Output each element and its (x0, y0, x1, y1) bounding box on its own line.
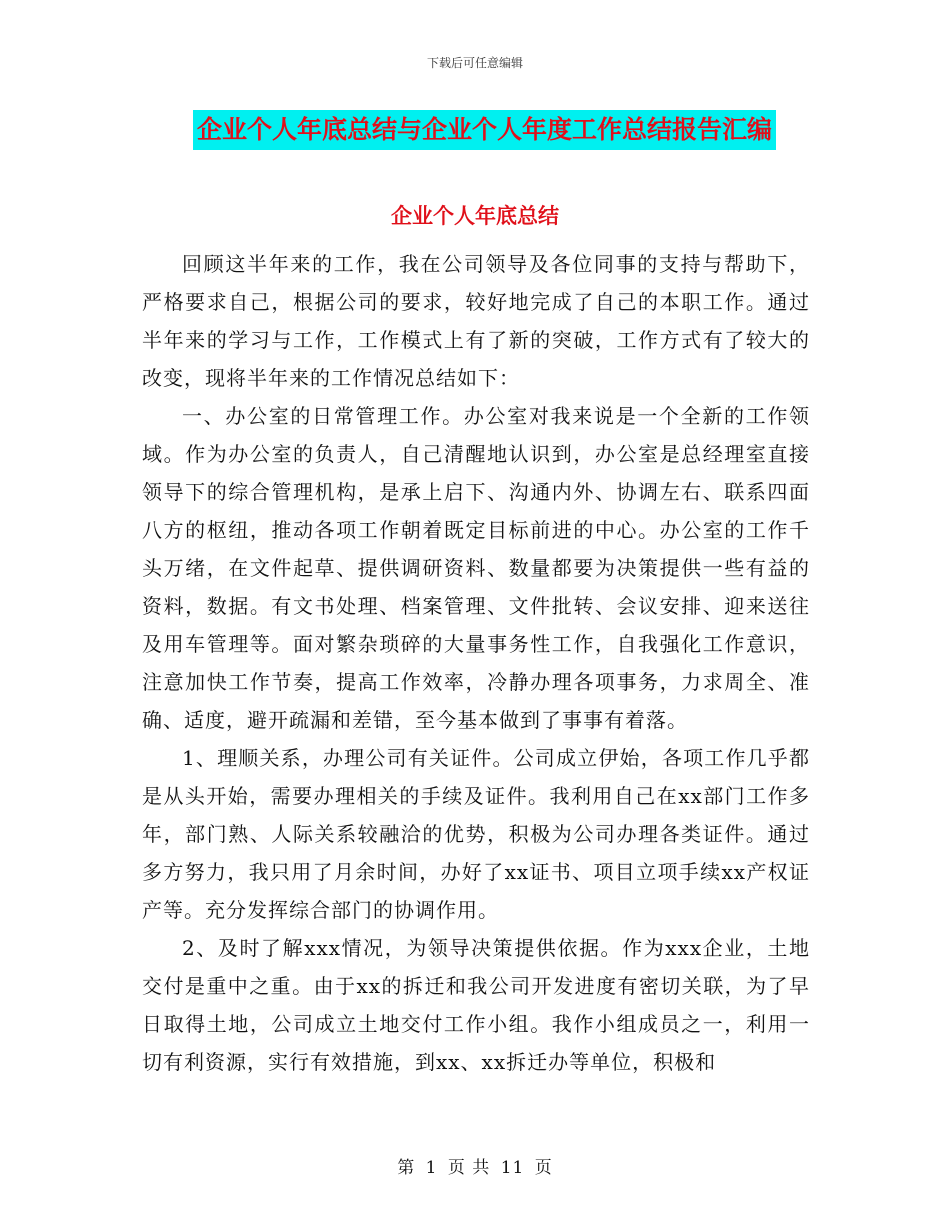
total-pages: 11 (500, 1158, 525, 1178)
page-header-note: 下载后可任意编辑 (426, 56, 523, 70)
paragraph: 2、及时了解xxx情况，为领导决策提供依据。作为xxx企业，土地交付是重中之重。由于xx的拆迁和我公司开发进度有密切关联，为了早日取得土地，公司成立土地交付工作小组。我作小组成员之一，利用一切有利资源，实行有效措施，到xx、xx拆迁办等单位，积极和 (142, 936, 810, 1074)
page-number: 1 (425, 1158, 438, 1178)
section-title: 企业个人年底总结 (391, 203, 559, 228)
paragraph: 一、办公室的日常管理工作。办公室对我来说是一个全新的工作领域。作为办公室的负责人，自己清醒地认识到，办公室是总经理室直接领导下的综合管理机构，是承上启下、沟通内外、协调左右、联系四面八方的枢纽，推动各项工作朝着既定目标前进的中心。办公室的工作千头万绪，在文件起草、提供调研资料、数量都要为决策提供一些有益的资料，数据。有文书处理、档案管理、文件批转、会议安排、迎来送往及用车管理等。面对繁杂琐碎的大量事务性工作，自我强化工作意识，注意加快工作节奏，提高工作效率，冷静办理各项事务，力求周全、准确、适度，避开疏漏和差错，至今基本做到了事事有着落。 (142, 404, 810, 732)
footer-suffix: 页 (534, 1158, 553, 1178)
document-title: 企业个人年底总结与企业个人年度工作总结报告汇编 (193, 110, 776, 150)
paragraph: 回顾这半年来的工作，我在公司领导及各位同事的支持与帮助下，严格要求自己，根据公司的要求，较好地完成了自己的本职工作。通过半年来的学习与工作，工作模式上有了新的突破，工作方式有了较大的改变，现将半年来的工作情况总结如下： (142, 252, 810, 390)
page-footer (0, 1153, 950, 1178)
footer-middle: 页 共 (447, 1158, 491, 1178)
footer-prefix: 第 (397, 1158, 416, 1178)
paragraph: 1、理顺关系，办理公司有关证件。公司成立伊始，各项工作几乎都是从头开始，需要办理相关的手续及证件。我利用自己在xx部门工作多年，部门熟、人际关系较融洽的优势，积极为公司办理各类证件。通过多方努力，我只用了月余时间，办好了xx证书、项目立项手续xx产权证产等。充分发挥综合部门的协调作用。 (142, 746, 810, 922)
document-body (142, 245, 810, 1081)
